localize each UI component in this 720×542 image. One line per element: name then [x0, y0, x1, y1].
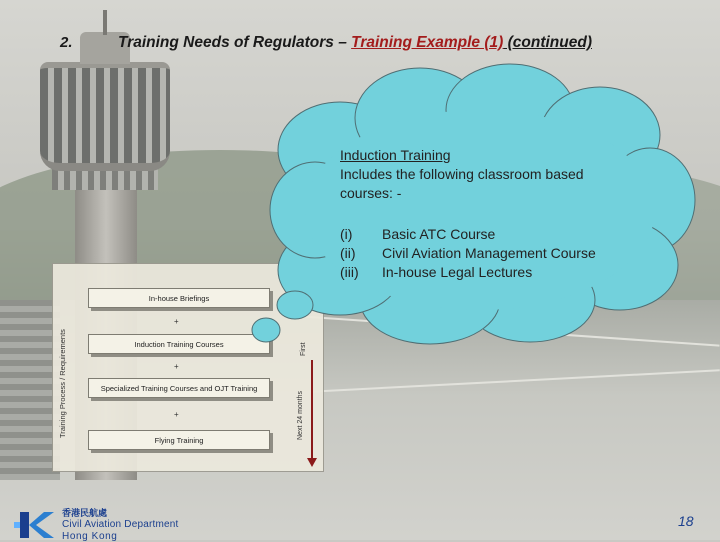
callout-description: Includes the following classroom based courses: - [340, 166, 584, 201]
step-specialized-training: Specialized Training Courses and OJT Training [88, 378, 270, 398]
org-name-chinese: 香港民航處 [62, 508, 108, 518]
page-number: 18 [678, 513, 694, 529]
list-item-number: (iii) [340, 264, 359, 280]
axis-label: Training Process / Requirements [58, 329, 67, 438]
callout-text [340, 146, 630, 203]
step-in-house-briefings: In-house Briefings [88, 288, 270, 308]
title-continued: (continued) [503, 34, 592, 51]
list-item [340, 225, 596, 244]
step-flying-training: Flying Training [88, 430, 270, 450]
course-list [340, 225, 596, 282]
list-item-label: In-house Legal Lectures [382, 264, 533, 280]
list-item [340, 244, 596, 263]
cad-logo-icon [14, 510, 54, 540]
slide-number: 2. [60, 34, 73, 51]
title-example: Training Example (1) [351, 34, 504, 51]
callout-title: Induction Training [340, 147, 451, 163]
list-item-label: Civil Aviation Management Course [382, 245, 596, 261]
plus-sign: + [174, 410, 179, 419]
list-item-number: (i) [340, 226, 353, 242]
list-item-label: Basic ATC Course [382, 226, 496, 242]
title-main: Training Needs of Regulators – [118, 34, 352, 51]
org-region: Hong Kong [62, 531, 118, 542]
step-induction-training: Induction Training Courses [88, 334, 270, 354]
first-period-label: First [300, 342, 307, 356]
list-item [340, 263, 596, 282]
org-name-english: Civil Aviation Department [62, 519, 179, 530]
list-item-number: (ii) [340, 245, 356, 261]
plus-sign: + [174, 362, 179, 371]
plus-sign: + [174, 317, 179, 326]
next-period-label: Next 24 months [297, 390, 304, 440]
